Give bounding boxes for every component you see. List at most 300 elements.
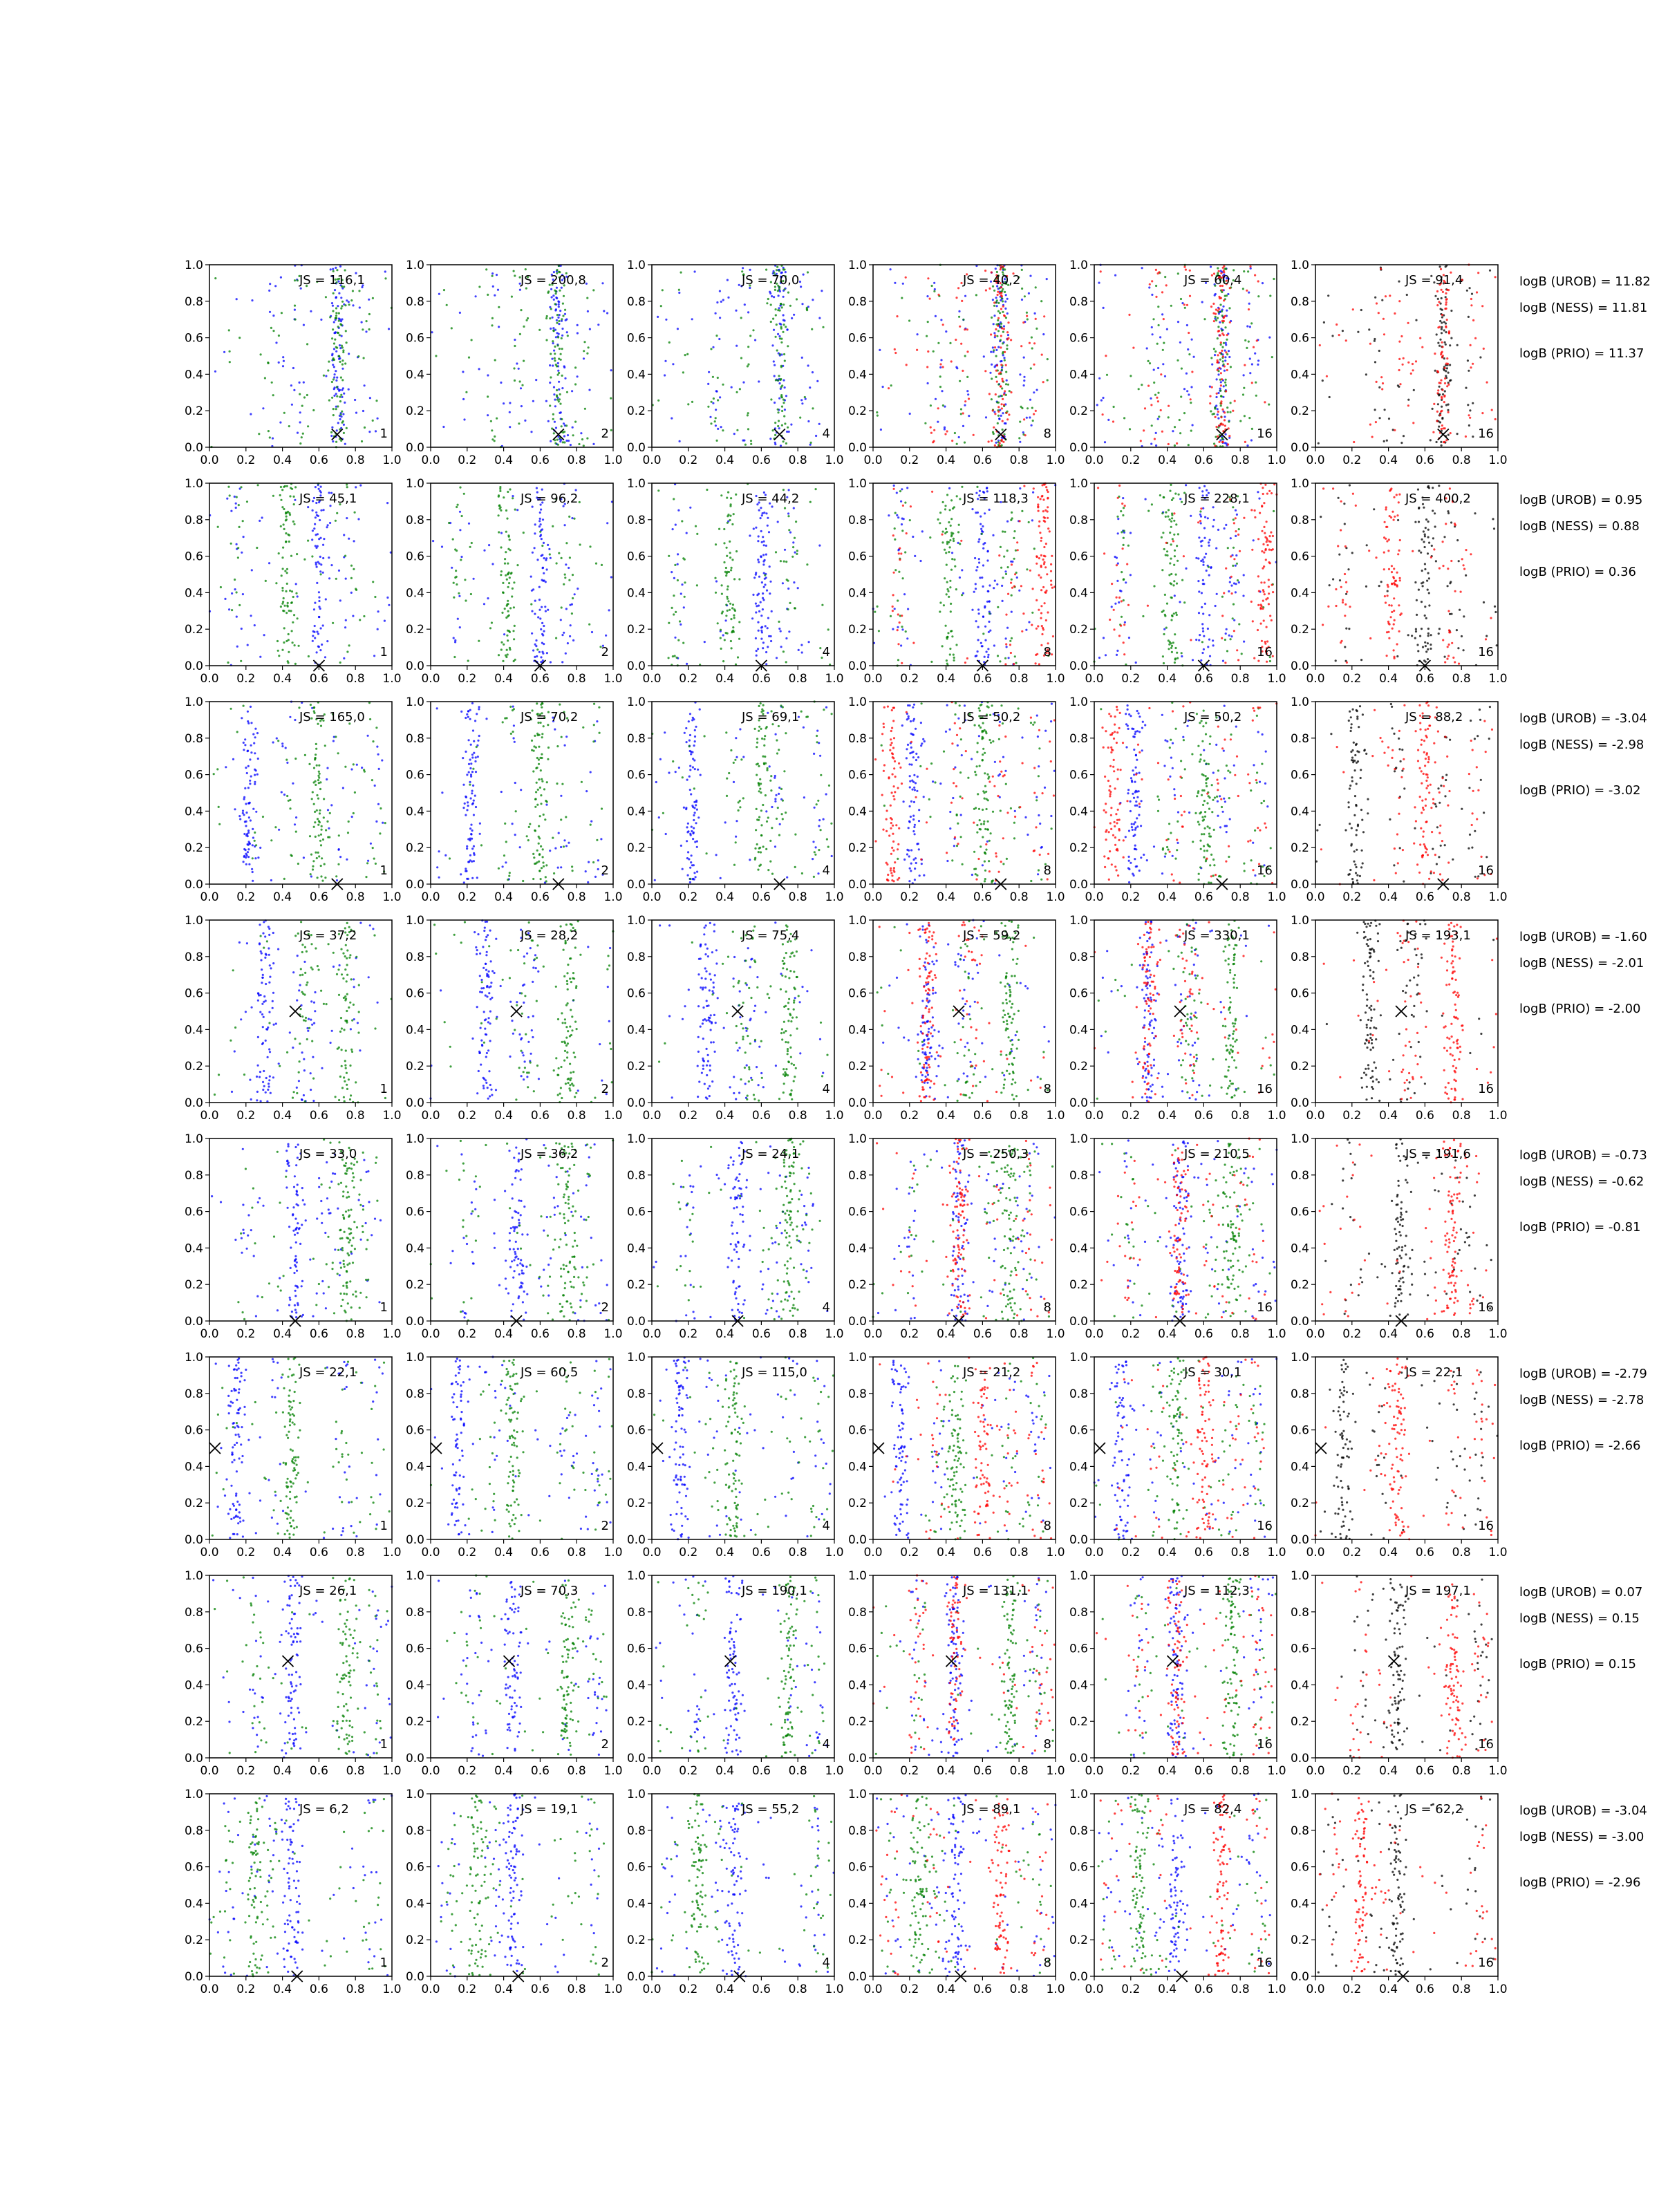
point-red <box>1257 538 1259 540</box>
point-red <box>1035 410 1037 412</box>
point-green <box>1230 402 1232 404</box>
point-green <box>874 611 876 613</box>
point-green <box>559 398 561 400</box>
point-green <box>794 607 796 609</box>
point-blue <box>1186 324 1188 326</box>
point-blue <box>261 516 263 518</box>
point-red <box>1230 555 1232 557</box>
point-blue <box>536 487 538 489</box>
point-red <box>1006 331 1009 333</box>
point-blue <box>487 414 489 416</box>
point-red <box>1042 559 1044 561</box>
point-blue <box>807 364 809 366</box>
point-blue <box>977 639 980 641</box>
point-red <box>1268 579 1270 581</box>
point-red <box>1412 422 1414 424</box>
point-red <box>1407 322 1409 324</box>
point-red <box>1415 360 1417 362</box>
point-blue <box>758 576 760 578</box>
point-red <box>1468 414 1470 416</box>
point-red <box>1217 411 1219 413</box>
x-tick-label: 0.6 <box>1416 672 1434 686</box>
bayes-factor-label: logB (PRIO) = 0.36 <box>1519 565 1636 579</box>
point-green <box>954 432 956 434</box>
point-green <box>668 622 670 624</box>
point-blue <box>767 617 769 619</box>
point-green <box>1232 518 1235 521</box>
point-green <box>991 398 993 400</box>
point-green <box>277 650 279 652</box>
point-green <box>725 632 727 634</box>
point-green <box>491 317 494 319</box>
point-blue <box>988 621 990 623</box>
x-tick-label: 0.0 <box>421 890 440 904</box>
point-green <box>675 611 677 613</box>
point-blue <box>317 533 319 535</box>
point-green <box>516 564 518 566</box>
point-green <box>1021 269 1023 271</box>
point-blue <box>1211 364 1213 366</box>
point-red <box>1385 295 1387 297</box>
point-blue <box>1214 354 1216 356</box>
point-blue <box>903 593 906 595</box>
point-blue <box>1000 360 1002 362</box>
point-green <box>1170 558 1172 560</box>
point-green <box>720 648 722 650</box>
point-green <box>339 400 341 402</box>
point-green <box>588 346 590 348</box>
point-red <box>1004 351 1006 353</box>
point-blue <box>542 580 544 582</box>
point-green <box>1213 442 1215 444</box>
y-tick-label: 0.8 <box>848 514 867 527</box>
point-red <box>1268 490 1271 492</box>
point-red <box>1038 609 1040 611</box>
point-blue <box>979 577 981 579</box>
point-blue <box>995 297 997 299</box>
point-green <box>725 567 727 569</box>
point-green <box>781 406 783 408</box>
point-red <box>1002 380 1004 382</box>
point-green <box>784 359 786 362</box>
point-green <box>601 564 603 566</box>
point-green <box>944 505 946 507</box>
point-green <box>506 635 508 637</box>
point-green <box>353 512 355 514</box>
point-blue <box>801 303 803 305</box>
point-red <box>1116 564 1118 566</box>
point-green <box>1173 612 1175 615</box>
y-tick-label: 0.8 <box>627 295 646 309</box>
point-green <box>730 569 732 571</box>
point-red <box>1246 290 1248 292</box>
point-blue <box>1023 376 1025 378</box>
point-red <box>1231 592 1233 594</box>
point-blue <box>563 435 565 437</box>
point-blue <box>935 315 937 317</box>
point-blue <box>801 357 803 359</box>
point-green <box>775 336 777 338</box>
point-red <box>1038 663 1040 665</box>
point-blue <box>236 616 238 618</box>
point-blue <box>314 523 316 525</box>
point-blue <box>1201 623 1203 625</box>
point-green <box>684 581 686 583</box>
point-blue <box>334 386 336 388</box>
point-green <box>363 357 365 359</box>
point-green <box>715 592 717 594</box>
point-green <box>508 536 510 538</box>
point-red <box>1029 342 1031 344</box>
point-blue <box>992 346 994 348</box>
point-red <box>1215 416 1217 418</box>
point-blue <box>982 531 984 533</box>
point-green <box>1169 532 1171 534</box>
point-blue <box>1151 294 1153 296</box>
point-green <box>368 313 371 315</box>
point-red <box>1050 570 1052 572</box>
point-green <box>332 408 335 410</box>
point-green <box>799 417 801 419</box>
point-blue <box>980 642 982 644</box>
point-red <box>1042 586 1044 588</box>
point-blue <box>1225 344 1227 346</box>
point-green <box>507 548 509 550</box>
point-green <box>519 380 521 382</box>
point-red <box>1001 327 1003 329</box>
point-red <box>1044 592 1047 594</box>
point-green <box>672 655 674 657</box>
point-green <box>796 553 798 555</box>
point-green <box>948 551 950 553</box>
point-blue <box>1224 350 1226 352</box>
point-green <box>811 328 813 330</box>
point-red <box>1151 280 1153 282</box>
point-red <box>1256 339 1258 341</box>
point-green <box>804 396 806 398</box>
point-blue <box>566 331 568 333</box>
point-green <box>948 541 950 543</box>
point-blue <box>561 661 563 663</box>
point-blue <box>1230 585 1232 587</box>
point-red <box>946 430 948 432</box>
point-blue <box>569 604 571 606</box>
point-red <box>1040 577 1042 579</box>
point-green <box>890 615 892 617</box>
point-blue <box>762 561 765 563</box>
point-black <box>1342 330 1344 332</box>
point-blue <box>519 289 521 291</box>
point-blue <box>539 617 541 619</box>
point-red <box>1261 530 1263 532</box>
point-green <box>1171 517 1173 519</box>
point-blue <box>754 339 756 341</box>
point-blue <box>541 528 543 530</box>
y-tick-label: 0.2 <box>406 841 424 855</box>
point-green <box>490 420 492 422</box>
point-green <box>1000 323 1002 325</box>
point-green <box>234 579 236 581</box>
point-black <box>1368 328 1370 330</box>
point-red <box>1040 605 1042 607</box>
point-blue <box>951 552 953 554</box>
point-blue <box>561 328 563 330</box>
point-red <box>1000 268 1002 270</box>
point-green <box>1168 574 1170 576</box>
x-tick-label: 0.6 <box>310 890 328 904</box>
point-blue <box>1200 522 1202 524</box>
point-green <box>293 496 295 498</box>
point-blue <box>1011 611 1013 613</box>
point-blue <box>800 399 803 401</box>
point-blue <box>319 570 321 572</box>
point-red <box>1260 581 1262 583</box>
point-green <box>459 487 461 489</box>
point-green <box>780 366 782 368</box>
point-green <box>1269 660 1271 662</box>
point-green <box>1173 520 1175 522</box>
point-blue <box>331 427 333 429</box>
point-blue <box>550 440 552 442</box>
point-green <box>565 542 568 544</box>
point-green <box>785 561 787 563</box>
point-blue <box>749 534 751 536</box>
point-blue <box>1212 644 1215 646</box>
point-green <box>285 590 287 592</box>
point-blue <box>793 507 795 509</box>
point-blue <box>556 297 558 299</box>
point-red <box>1029 570 1031 572</box>
point-red <box>1040 498 1042 500</box>
point-blue <box>770 640 772 642</box>
point-green <box>1269 294 1271 297</box>
y-tick-label: 0.0 <box>627 441 646 455</box>
point-red <box>1038 521 1040 523</box>
point-blue <box>458 595 460 597</box>
point-red <box>1271 492 1273 494</box>
point-green <box>677 639 679 641</box>
point-blue <box>318 597 320 599</box>
point-blue <box>538 586 541 588</box>
point-green <box>285 532 287 534</box>
point-green <box>293 503 295 505</box>
point-green <box>894 538 896 541</box>
point-blue <box>572 427 574 429</box>
point-green <box>1123 507 1125 509</box>
point-black <box>1468 316 1470 318</box>
point-green <box>355 588 357 590</box>
point-red <box>1052 635 1054 637</box>
point-green <box>1158 415 1160 418</box>
point-red <box>1220 341 1222 344</box>
point-blue <box>758 535 760 537</box>
point-blue <box>534 656 536 658</box>
point-green <box>264 377 266 379</box>
point-green <box>962 319 964 321</box>
point-green <box>335 307 337 309</box>
point-green <box>335 520 337 522</box>
point-green <box>1238 528 1240 530</box>
point-green <box>782 331 784 333</box>
point-blue <box>780 630 782 632</box>
point-green <box>738 638 740 640</box>
point-green <box>299 393 301 395</box>
point-green <box>976 486 978 488</box>
point-green <box>286 485 288 487</box>
point-green <box>909 519 911 521</box>
y-tick-label: 0.2 <box>185 841 203 855</box>
point-red <box>1224 419 1226 421</box>
point-red <box>1132 347 1134 349</box>
point-green <box>561 337 563 339</box>
point-green <box>720 637 722 639</box>
point-green <box>778 270 780 272</box>
point-green <box>1180 298 1182 300</box>
point-red <box>988 440 990 442</box>
point-red <box>1436 290 1438 292</box>
point-green <box>949 342 951 344</box>
point-blue <box>790 424 792 426</box>
point-green <box>506 649 508 651</box>
point-blue <box>388 328 390 330</box>
point-blue <box>552 364 554 366</box>
point-blue <box>241 552 243 554</box>
y-tick-label: 0.4 <box>185 586 203 600</box>
point-blue <box>343 424 345 426</box>
point-green <box>784 507 786 509</box>
point-red <box>1389 294 1391 297</box>
point-red <box>1020 585 1022 587</box>
point-blue <box>774 375 776 377</box>
point-green <box>1163 633 1165 635</box>
point-green <box>1228 420 1230 422</box>
point-red <box>1041 496 1043 498</box>
point-red <box>1450 432 1452 434</box>
point-blue <box>1203 648 1205 650</box>
x-tick-label: 0.2 <box>1342 453 1361 467</box>
point-blue <box>538 651 541 653</box>
point-blue <box>738 284 740 286</box>
point-blue <box>991 364 993 366</box>
point-green <box>1001 297 1003 299</box>
point-green <box>374 596 376 598</box>
point-green <box>791 556 794 558</box>
point-green <box>504 563 506 565</box>
point-blue <box>956 367 958 369</box>
y-tick-label: 0.6 <box>185 550 203 564</box>
point-green <box>499 490 501 492</box>
point-green <box>776 266 778 268</box>
point-blue <box>558 306 560 308</box>
point-green <box>1170 597 1172 599</box>
point-blue <box>568 567 570 569</box>
x-tick-label: 0.2 <box>458 672 476 686</box>
point-red <box>927 350 929 353</box>
point-red <box>999 445 1001 447</box>
point-blue <box>982 585 984 588</box>
point-green <box>1174 647 1177 649</box>
point-blue <box>1002 600 1004 602</box>
point-blue <box>1006 379 1008 382</box>
point-black <box>1424 606 1426 608</box>
point-red <box>1233 558 1235 560</box>
point-red <box>1441 346 1443 348</box>
point-red <box>1197 521 1199 523</box>
point-red <box>1190 639 1192 641</box>
y-tick-label: 0.0 <box>1069 659 1088 673</box>
point-black <box>1438 386 1441 388</box>
point-red <box>1035 563 1038 565</box>
point-red <box>1199 520 1201 522</box>
point-green <box>680 272 682 274</box>
point-blue <box>986 487 988 489</box>
point-red <box>1335 324 1338 326</box>
y-tick-label: 0.2 <box>406 623 424 637</box>
point-blue <box>1029 416 1031 418</box>
point-red <box>999 292 1001 294</box>
point-blue <box>559 310 561 312</box>
point-blue <box>993 644 995 646</box>
point-green <box>1006 348 1008 350</box>
point-blue <box>1197 557 1199 559</box>
point-red <box>1444 377 1446 379</box>
point-red <box>1268 535 1271 537</box>
point-red <box>1481 412 1483 414</box>
point-green <box>750 440 752 442</box>
point-red <box>1446 385 1448 387</box>
y-tick-label: 0.0 <box>1291 441 1309 455</box>
point-green <box>726 547 728 549</box>
point-blue <box>214 371 216 373</box>
point-green <box>292 596 294 598</box>
point-green <box>948 521 950 523</box>
point-red <box>959 326 961 328</box>
point-green <box>1172 615 1174 617</box>
point-red <box>1228 435 1230 437</box>
point-green <box>1217 326 1219 328</box>
point-blue <box>1166 328 1168 330</box>
point-blue <box>375 430 377 432</box>
point-green <box>340 413 342 415</box>
point-green <box>988 612 991 615</box>
point-green <box>350 577 353 579</box>
point-red <box>1116 597 1118 599</box>
point-green <box>328 400 330 402</box>
point-blue <box>1162 363 1164 365</box>
point-green <box>435 355 437 357</box>
point-blue <box>1208 574 1210 577</box>
point-green <box>942 531 944 533</box>
point-red <box>1221 441 1224 443</box>
point-green <box>1181 368 1183 370</box>
point-green <box>332 292 335 294</box>
chain-count-label: 8 <box>1044 645 1051 659</box>
point-blue <box>283 360 285 362</box>
point-blue <box>762 554 765 556</box>
point-red <box>926 366 928 368</box>
point-green <box>1244 415 1246 417</box>
y-tick-label: 0.0 <box>848 441 867 455</box>
point-green <box>1159 494 1161 496</box>
point-black <box>1437 342 1439 344</box>
point-blue <box>760 630 762 632</box>
x-tick-label: 0.6 <box>310 453 328 467</box>
point-green <box>1153 382 1155 384</box>
point-green <box>559 403 561 405</box>
point-blue <box>552 294 554 297</box>
point-blue <box>1246 444 1248 447</box>
point-blue <box>352 304 354 306</box>
